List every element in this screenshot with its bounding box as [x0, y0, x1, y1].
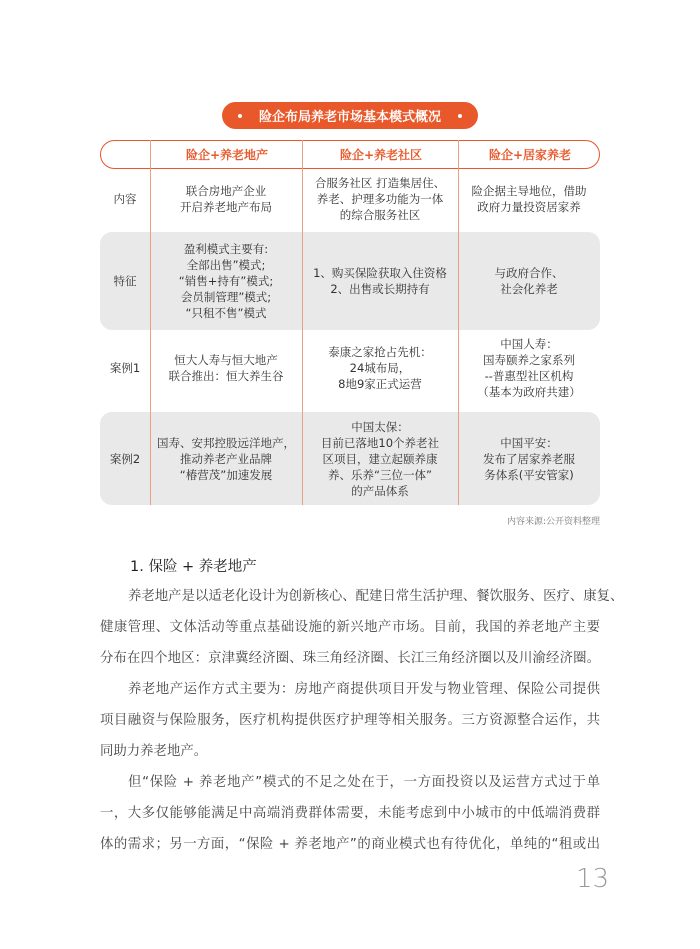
table-cell [458, 412, 600, 505]
cell-line: 恒大人寿与恒大地产 [174, 352, 278, 367]
cell-line: 盈利模式主要有: [183, 242, 269, 256]
cell-line: 中国太保： [351, 419, 409, 434]
table-header-row [100, 140, 600, 169]
cell-line: 的产品体系 [351, 483, 409, 498]
paragraph-line: 养老地产是以适老化设计为创新核心、配建日常生活护理、餐饮服务、医疗、康复、 [128, 589, 624, 604]
table-title [222, 102, 478, 129]
table-header-cell: 险企+居家养老 [488, 147, 572, 162]
paragraph-line: 分布在四个地区：京津冀经济圈、珠三角经济圈、长江三角经济圈以及川渝经济圈。 [100, 651, 600, 666]
table-header-cell [101, 141, 151, 168]
cell-line: 养老、护理多功能为一体 [316, 192, 444, 206]
cell-line: 目前已落地10个养老社 [320, 435, 440, 450]
row-label: 特征 [113, 274, 137, 288]
paragraph-line: 但“保险 + 养老地产”模式的不足之处在于，一方面投资以及运营方式过于单 [128, 775, 600, 790]
cell-line: 国寿颐养之家系列 [483, 352, 575, 367]
cell-line: 养、乐养“三位一体” [328, 467, 432, 482]
cell-line: 国寿、安邦控股远洋地产， [157, 435, 295, 450]
column-divider [458, 140, 459, 505]
cell-line: 合服务社区 打造集居住、 [314, 176, 446, 190]
cell-line: 中国平安： [500, 435, 558, 450]
source-note: 内容来源:公开资料整理 [506, 517, 600, 527]
paragraph-line: 项目融资与保险服务，医疗机构提供医疗护理等相关服务。三方资源整合运作，共 [100, 713, 600, 728]
cell-line: 全部出售”模式; [186, 258, 266, 272]
cell-line: 中国人寿： [500, 336, 558, 351]
table-cell [302, 169, 458, 229]
column-divider [302, 140, 303, 505]
table-cell [150, 232, 302, 330]
bullet-dot [458, 114, 462, 118]
table-cell [150, 330, 302, 405]
table-row [100, 232, 600, 330]
row-label: 案例2 [109, 451, 141, 466]
table-row [100, 412, 600, 505]
paragraph-line: 养老地产运作方式主要为：房地产商提供项目开发与物业管理、保险公司提供 [128, 682, 600, 697]
paragraph-line: 一，大多仅能够能满足中高端消费群体需要，未能考虑到中小城市的中低端消费群 [100, 806, 600, 821]
table-cell [458, 232, 600, 330]
table-cell [150, 412, 302, 505]
table-cell [302, 412, 458, 505]
table-cell [458, 330, 600, 405]
cell-line: 与政府合作、 [494, 266, 564, 280]
cell-line: 24城布局， [349, 360, 411, 375]
cell-line: 社会化养老 [500, 282, 558, 296]
row-label: 内容 [113, 192, 137, 206]
section-heading: 1. 保险 + 养老地产 [130, 559, 257, 575]
cell-line: 2、出售或长期持有 [330, 282, 430, 296]
cell-line: --普惠型社区机构 [484, 368, 574, 383]
paragraph-line: 健康管理、文体活动等重点基础设施的新兴地产市场。目前，我国的养老地产主要 [100, 620, 600, 635]
cell-line: 推动养老产业品牌 [180, 451, 272, 466]
bullet-dot [238, 114, 242, 118]
cell-line: 的综合服务社区 [339, 208, 421, 222]
table-cell [458, 169, 600, 229]
table-row [100, 330, 600, 405]
cell-line: 会员制管理”模式; [180, 290, 272, 304]
cell-line: “只租不售”模式 [185, 306, 267, 320]
cell-line: 泰康之家抢占先机： [328, 344, 432, 359]
cell-line: “椿营茂”加速发展 [179, 467, 273, 482]
cell-line: “销售+持有”模式; [178, 274, 274, 288]
cell-line: 政府力量投资居家养 [477, 200, 581, 214]
cell-line: （基本为政府共建） [477, 384, 581, 399]
table-row [100, 169, 600, 229]
body-text [100, 584, 624, 863]
table-cell [302, 232, 458, 330]
cell-line: 8地9家正式运营 [338, 376, 422, 391]
cell-line: 联合推出：恒大养生谷 [168, 368, 284, 383]
cell-line: 1、购买保险获取入住资格 [313, 266, 447, 280]
cell-line: 发布了居家养老服 [483, 451, 575, 466]
table-header-cell: 险企+养老地产 [185, 147, 269, 162]
table-cell [302, 330, 458, 405]
column-divider [150, 140, 151, 505]
cell-line: 开启养老地产布局 [180, 200, 272, 214]
table-cell [150, 169, 302, 229]
page-number: 13 [576, 864, 610, 894]
table-title-text: 险企布局养老市场基本模式概况 [258, 110, 441, 125]
cell-line: 联合房地产企业 [185, 184, 267, 198]
cell-line: 务体系(平安管家) [484, 467, 574, 482]
cell-line: 险企据主导地位，借助 [471, 184, 587, 198]
cell-line: 区项目，建立起颐养康 [322, 451, 438, 466]
row-label: 案例1 [109, 360, 141, 375]
paragraph-line: 同助力养老地产。 [100, 744, 208, 759]
paragraph-line: 体的需求；另一方面，“保险 + 养老地产”的商业模式也有待优化，单纯的“租或出 [100, 837, 600, 852]
table-header-cell: 险企+养老社区 [339, 147, 423, 162]
